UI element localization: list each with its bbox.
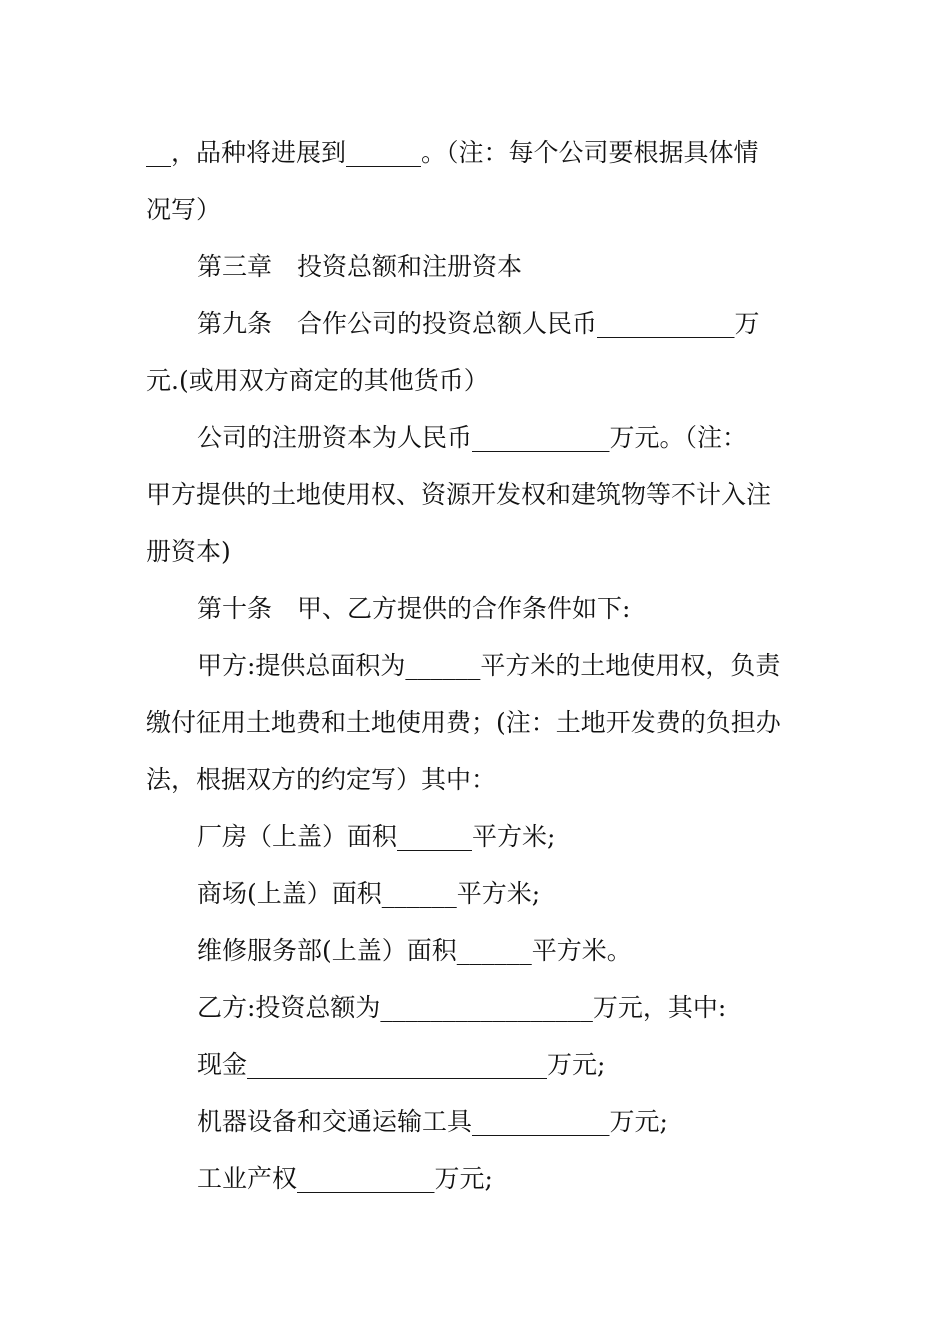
list-item: 商场(上盖）面积______平方米;: [197, 879, 541, 908]
paragraph-line: 公司的注册资本为人民币___________万元。（注：: [197, 423, 748, 452]
paragraph-line: 乙方:投资总额为_________________万元，其中:: [197, 993, 727, 1022]
paragraph-line: 缴付征用土地费和土地使用费；(注：土地开发费的负担办: [146, 708, 781, 737]
paragraph-line: 册资本): [146, 537, 231, 566]
paragraph-line: 甲方:提供总面积为______平方米的土地使用权，负责: [197, 651, 781, 680]
list-item: 现金________________________万元;: [197, 1050, 606, 1079]
paragraph-line: 法，根据双方的约定写）其中：: [146, 765, 497, 794]
paragraph-line: 元.(或用双方商定的其他货币）: [146, 366, 489, 395]
list-item: 维修服务部(上盖）面积______平方米。: [197, 936, 632, 965]
chapter-heading: 第三章 投资总额和注册资本: [197, 252, 523, 281]
article-9-line: 第九条 合作公司的投资总额人民币___________万: [197, 309, 760, 338]
article-10-line: 第十条 甲、乙方提供的合作条件如下:: [197, 594, 631, 623]
paragraph-line: 甲方提供的土地使用权、资源开发权和建筑物等不计入注: [146, 480, 772, 509]
paragraph-line: __，品种将进展到______。（注：每个公司要根据具体情: [146, 138, 759, 167]
paragraph-line: 况写）: [146, 195, 222, 224]
list-item: 工业产权___________万元;: [197, 1164, 493, 1193]
list-item: 厂房（上盖）面积______平方米;: [197, 822, 556, 851]
list-item: 机器设备和交通运输工具___________万元;: [197, 1107, 668, 1136]
